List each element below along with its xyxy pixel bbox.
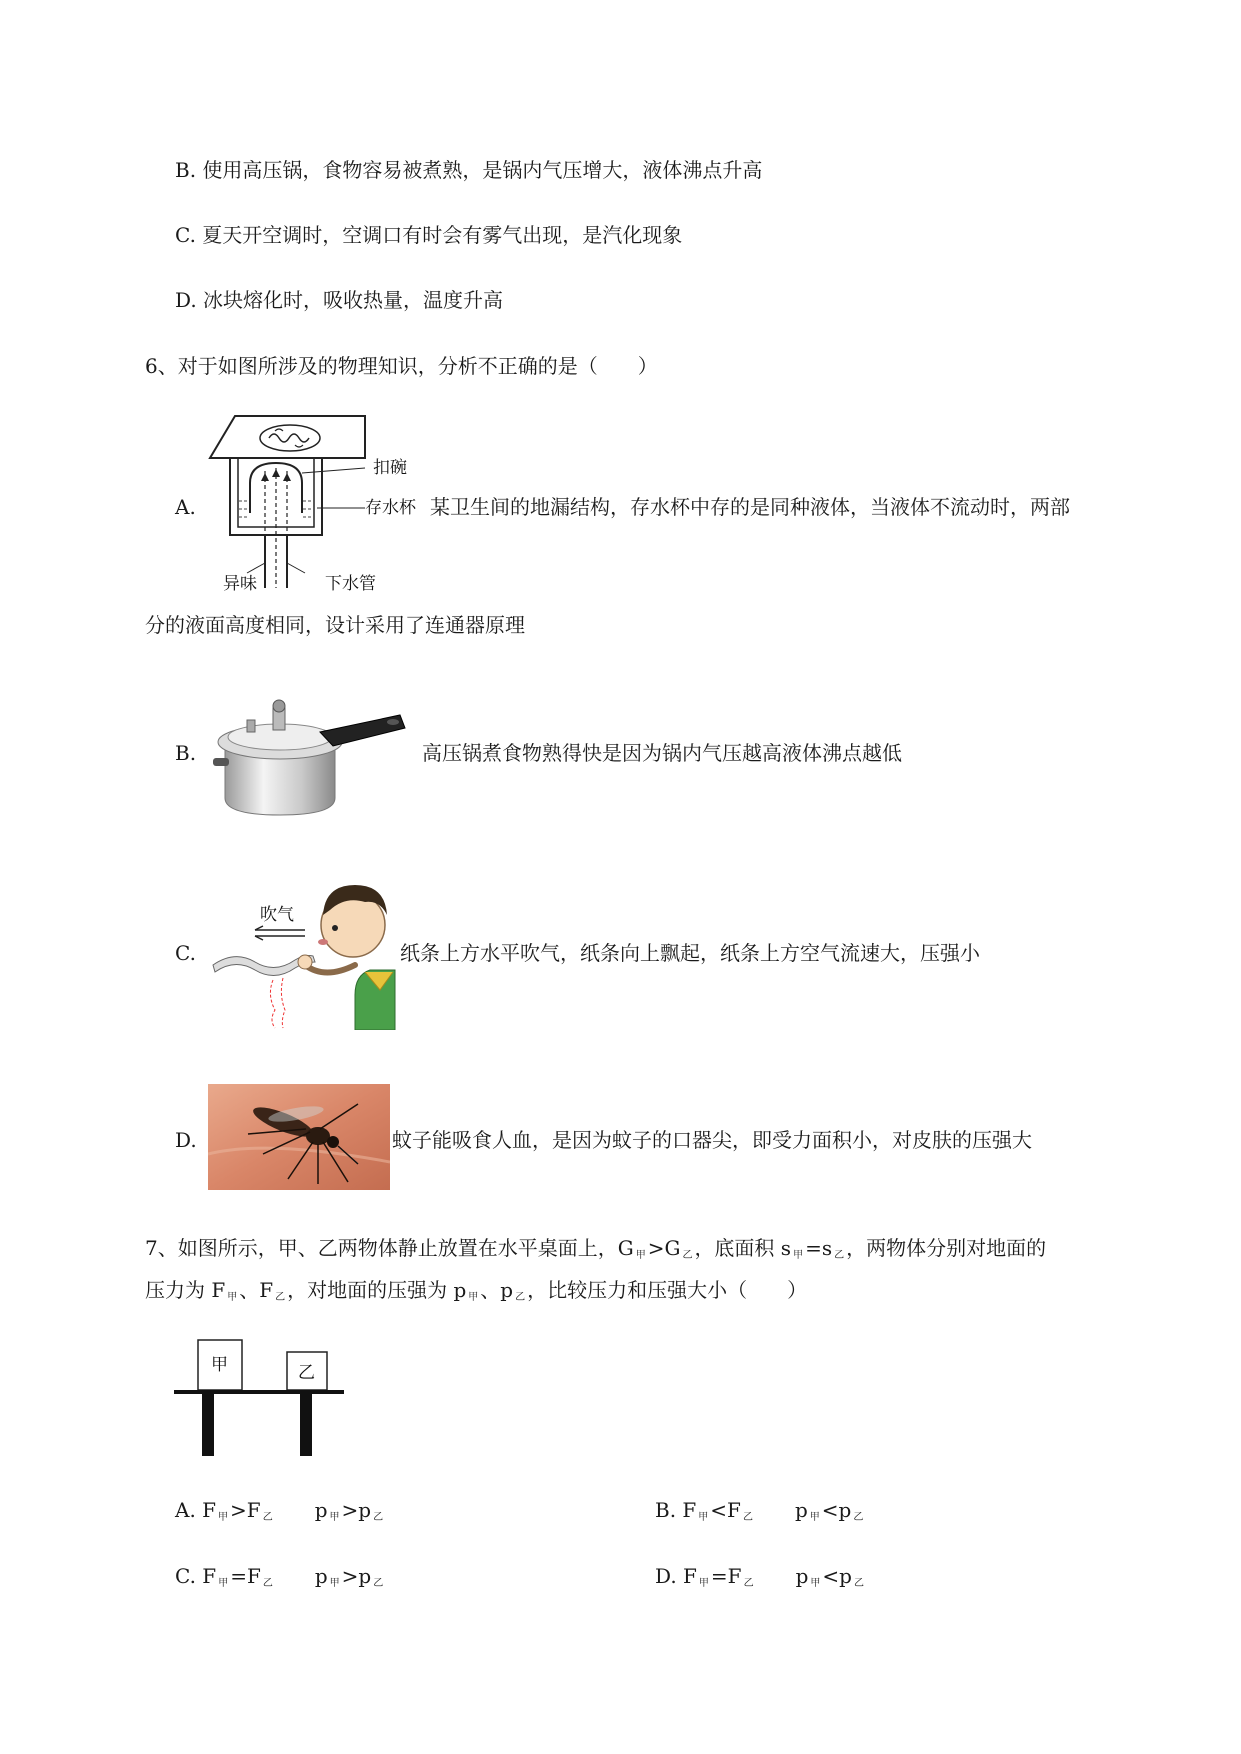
q7-text: ，两物体分别对地面的 — [846, 1236, 1047, 1260]
subscript: 乙 — [275, 1292, 286, 1303]
q7-text: D. F — [655, 1564, 697, 1588]
table-top — [174, 1390, 344, 1394]
floor-drain-figure — [205, 413, 430, 593]
subscript: 甲 — [218, 1512, 229, 1523]
q6-option-a-letter: A. — [175, 495, 196, 519]
q7-text: >p — [341, 1564, 372, 1588]
q7-text: ，比较压力和压强大小（ ） — [527, 1278, 808, 1302]
q7-stem-line1 — [145, 1234, 1046, 1270]
blowing-paper-figure — [205, 870, 400, 1030]
q5-option-b: B. 使用高压锅，食物容易被煮熟，是锅内气压增大，液体沸点升高 — [175, 158, 763, 182]
label-bowl: 扣碗 — [373, 458, 407, 478]
subscript: 乙 — [834, 1250, 845, 1261]
label-jia: 甲 — [211, 1355, 228, 1375]
q6-option-c-text: 纸条上方水平吹气，纸条向上飘起，纸条上方空气流速大，压强小 — [400, 941, 980, 965]
table-leg — [300, 1394, 312, 1456]
q7-stem-line2 — [145, 1276, 807, 1312]
label-odor: 异味 — [223, 574, 257, 593]
subscript: 乙 — [373, 1512, 384, 1523]
subscript: 甲 — [793, 1250, 804, 1261]
table-leg — [202, 1394, 214, 1456]
subscript: 乙 — [742, 1512, 753, 1523]
q7-text: 压力为 F — [145, 1278, 226, 1302]
label-yi: 乙 — [298, 1363, 315, 1383]
q7-text: 、F — [239, 1278, 274, 1302]
subscript: 乙 — [743, 1578, 754, 1589]
q7-text: B. F — [655, 1498, 697, 1522]
subscript: 甲 — [809, 1512, 820, 1523]
q7-text: p — [314, 1498, 328, 1522]
q7-text: A. F — [175, 1498, 217, 1522]
subscript: 甲 — [810, 1578, 821, 1589]
q7-text: p — [314, 1564, 328, 1588]
label-cup: 存水杯 — [365, 498, 416, 518]
q6-option-d-letter: D. — [175, 1128, 197, 1152]
q6-option-a-text-cont: 分的液面高度相同，设计采用了连通器原理 — [145, 613, 525, 637]
q6-stem: 6、对于如图所涉及的物理知识，分析不正确的是（ ） — [145, 354, 658, 378]
q7-text: <F — [710, 1498, 741, 1522]
subscript: 乙 — [515, 1292, 526, 1303]
q7-text: C. F — [175, 1564, 217, 1588]
mosquito-figure — [208, 1084, 390, 1190]
q7-option-d — [655, 1562, 866, 1598]
q7-text: p — [795, 1564, 809, 1588]
label-pipe: 下水管 — [325, 574, 376, 593]
subscript: 乙 — [853, 1578, 864, 1589]
q7-text: ，底面积 s — [694, 1236, 792, 1260]
q7-option-c — [175, 1562, 385, 1598]
q7-text: =s — [805, 1236, 833, 1260]
pressure-cooker-figure — [205, 680, 410, 820]
q7-text: 、p — [480, 1278, 514, 1302]
subscript: 甲 — [329, 1512, 340, 1523]
q7-text: >p — [341, 1498, 372, 1522]
subscript: 乙 — [262, 1512, 273, 1523]
q7-text: 7、如图所示，甲、乙两物体静止放置在水平桌面上，G — [145, 1236, 634, 1260]
q5-option-d: D. 冰块熔化时，吸收热量，温度升高 — [175, 288, 504, 312]
subscript: 乙 — [373, 1578, 384, 1589]
q7-option-a — [175, 1496, 385, 1532]
subscript: 甲 — [698, 1578, 709, 1589]
q6-option-d-text: 蚊子能吸食人血，是因为蚊子的口器尖，即受力面积小，对皮肤的压强大 — [392, 1128, 1032, 1152]
q6-option-c-letter: C. — [175, 941, 196, 965]
q6-option-b-text: 高压锅煮食物熟得快是因为锅内气压越高液体沸点越低 — [422, 741, 902, 765]
q7-text: p — [794, 1498, 808, 1522]
subscript: 乙 — [262, 1578, 273, 1589]
subscript: 甲 — [698, 1512, 709, 1523]
subscript: 乙 — [682, 1250, 693, 1261]
label-blow: 吹气 — [260, 905, 294, 925]
q5-option-c: C. 夏天开空调时，空调口有时会有雾气出现，是汽化现象 — [175, 223, 683, 247]
q7-text: ，对地面的压强为 p — [287, 1278, 467, 1302]
subscript: 甲 — [218, 1578, 229, 1589]
q7-option-b — [655, 1496, 865, 1532]
subscript: 甲 — [468, 1292, 479, 1303]
subscript: 乙 — [853, 1512, 864, 1523]
two-blocks-table-figure — [172, 1335, 352, 1460]
q7-text: >F — [230, 1498, 261, 1522]
q7-text: =F — [710, 1564, 742, 1588]
q7-text: <p — [822, 1564, 852, 1588]
subscript: 甲 — [329, 1578, 340, 1589]
subscript: 甲 — [227, 1292, 238, 1303]
subscript: 甲 — [635, 1250, 646, 1261]
q6-option-b-letter: B. — [175, 741, 197, 765]
q7-text: <p — [821, 1498, 852, 1522]
q6-option-a-text: 某卫生间的地漏结构，存水杯中存的是同种液体，当液体不流动时，两部 — [430, 495, 1070, 519]
q7-text: >G — [647, 1236, 681, 1260]
q7-text: =F — [230, 1564, 261, 1588]
